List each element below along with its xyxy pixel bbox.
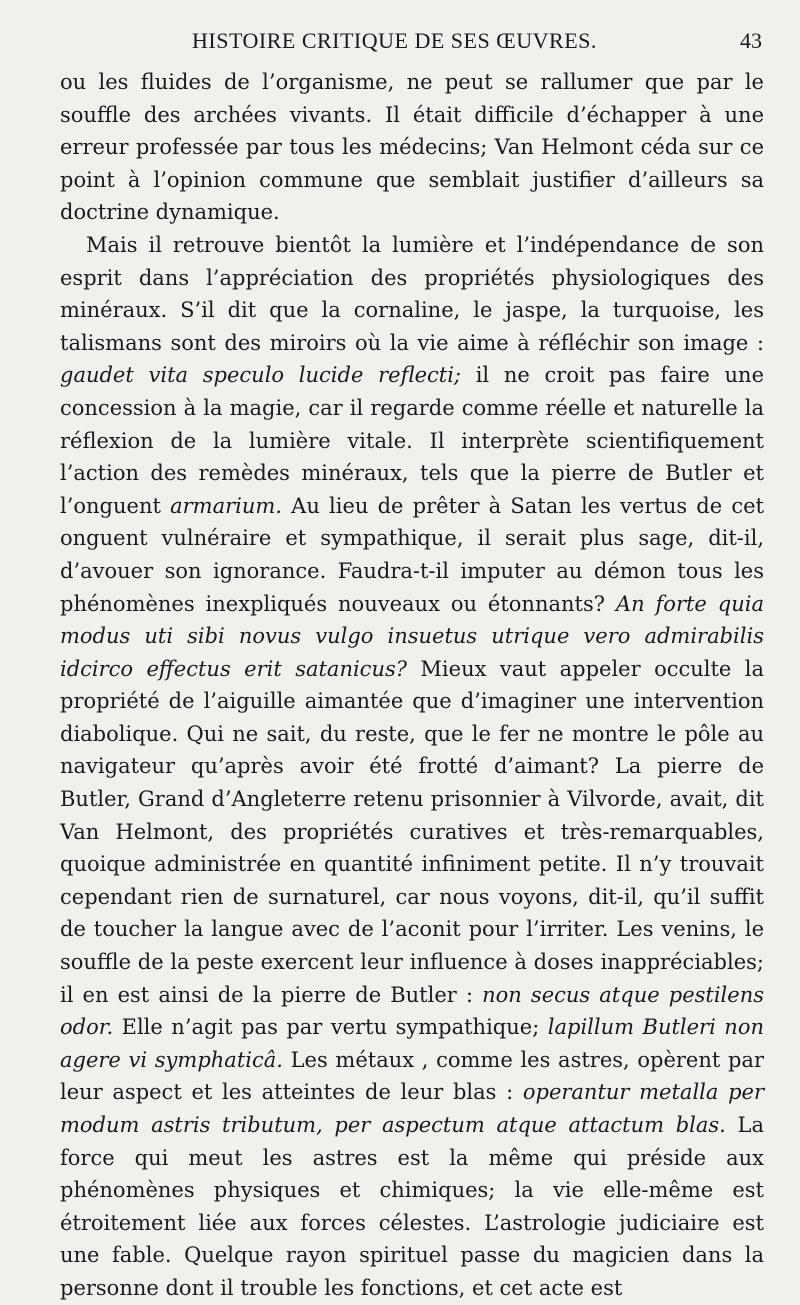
latin-quote: non secus atque pestilens odor. (60, 982, 765, 1040)
latin-quote: lapillum Butleri non agere vi symphaticâ. (60, 1015, 764, 1072)
latin-quote: operantur metalla per modum astris tributum, per aspectum atque attactum blas. (60, 1080, 764, 1137)
running-head (60, 24, 764, 66)
text-segment: La force qui meut les astres est la même qui préside aux phénomènes physiques et chimiques; la vie elle-même est étroitement liée aux forces célestes. L’astrologie judiciaire est une fable. Quelque rayon spirituel passe du magicien dans la personne dont il trouble les fonctions, et cet acte est (60, 1113, 765, 1300)
text-segment: Elle n’agit pas par vertu sympathique; (113, 1015, 548, 1040)
latin-quote: gaudet vita speculo lucide reflecti; (60, 363, 461, 388)
paragraph-1 (60, 66, 764, 229)
text-segment: Les métaux , comme les astres, opèrent par leur aspect et les atteintes de leur blas : (60, 1047, 764, 1105)
text-segment: Mais il retrouve bientôt la lumière et l’indépendance de son esprit dans l’appréciation des propriétés physiologiques des minéraux. S’il dit que la cornaline, le jaspe, la turquoise, les talismans sont des miroirs où la vie aime à réfléchir son image : (60, 232, 764, 355)
text-segment: Mieux vaut appeler occulte la propriété de l’aiguille aimantée que d’imaginer une intervention diabolique. Qui ne sait, du reste, que le fer ne montre le pôle au navigateur qu’après avoir été frotté d’aimant? La pierre de Butler, Grand d’Angleterre retenu prisonnier à Vilvorde, avait, dit Van Helmont, des propriétés curatives et très-remarquables, quoique administrée en quantité infiniment petite. Il n’y trouvait cependant rien de surnaturel, car nous voyons, dit-il, qu’il suffit de toucher la langue avec de l’aconit pour l’irriter. Les venins, le souffle de la peste exercent leur influence à doses inappréciables; il en est ainsi de la pierre de Butler : (60, 656, 764, 1007)
latin-quote: An forte quia modus uti sibi novus vulgo insuetus utrique vero admirabilis idcirco effectus erit satanicus? (60, 591, 764, 681)
page-number: 43 (740, 28, 762, 53)
text-segment: Au lieu de prêter à Satan les vertus de cet onguent vulnéraire et sympathique, il serait plus sage, dit-il, d’avouer son ignorance. Faudra-t-il imputer au démon tous les phénomènes inexpliqués nouveaux ou étonnants? (60, 493, 764, 616)
text-segment: il ne croit pas faire une concession à la magie, car il regarde comme réelle et naturelle la réflexion de la lumière vitale. Il interprète scientifiquement l’action des remèdes minéraux, tels que la pierre de Butler et l’onguent (60, 363, 764, 518)
paragraph-1-text: ou les fluides de l’organisme, ne peut se rallumer que par le souffle des archées vivants. Il était difficile d’échapper à une erreur professée par tous les médecins; Van Helmont céda sur ce point à l’opinion commune que semblait justifier d’ailleurs sa doctrine dynamique. (60, 70, 764, 225)
body-text (60, 66, 764, 1305)
running-title: HISTOIRE CRITIQUE DE SES ŒUVRES. (192, 28, 597, 53)
latin-term: armarium. (170, 493, 282, 518)
paragraph-2 (60, 229, 764, 1305)
